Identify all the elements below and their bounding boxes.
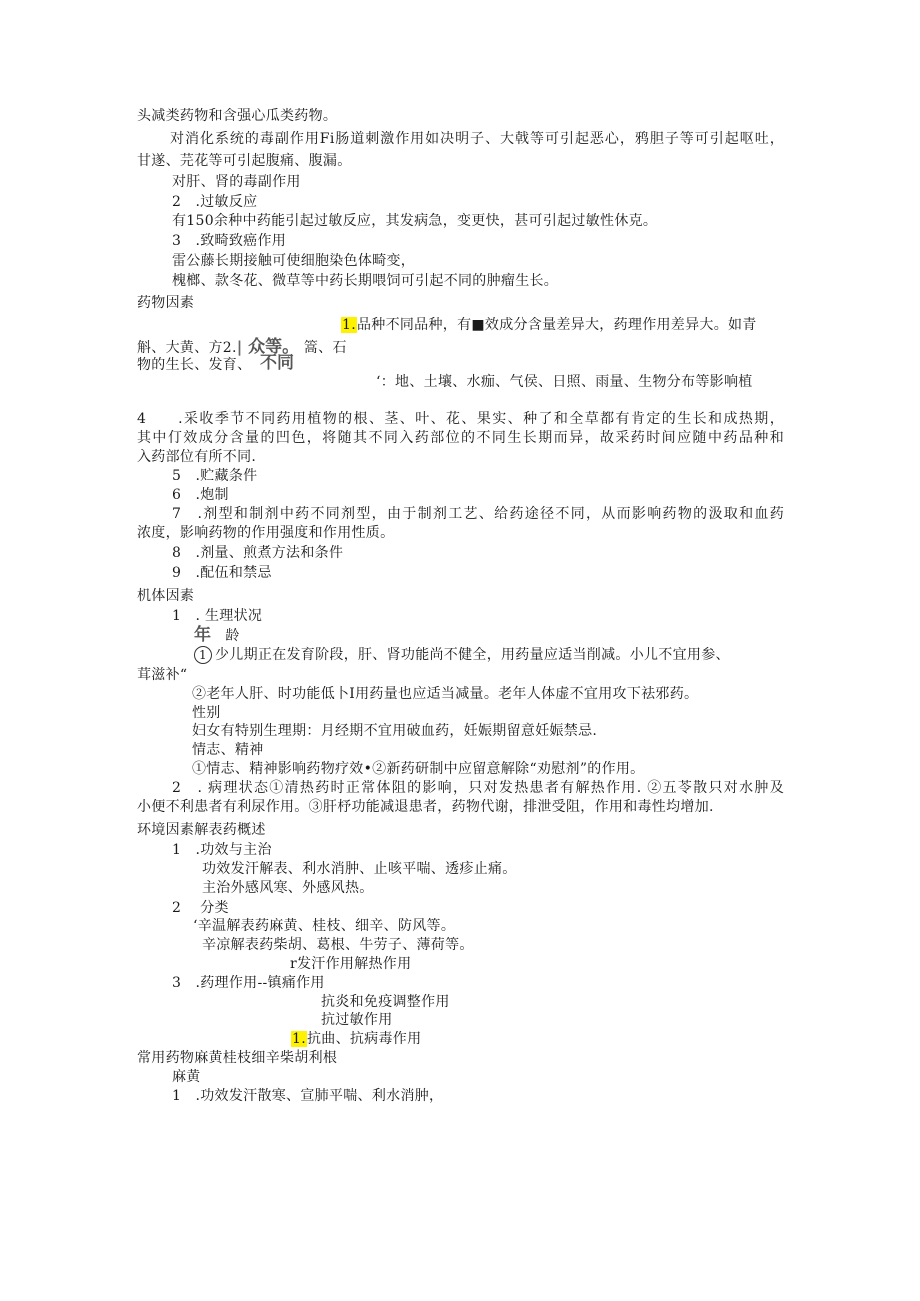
garbled-text: 众等。: [248, 337, 300, 357]
text-span: 斛、大黄、方2.: [137, 340, 237, 356]
section-heading: 5 .贮藏条件: [172, 468, 258, 484]
text-line: 辛凉解表药柴胡、葛根、牛劳子、薄荷等。: [202, 937, 474, 953]
section-heading: 1 . 生理状况: [172, 608, 263, 624]
text-line: 2 . 病理状态①清热药时正常体阻的影响，只对发热患者有解热作用. ②五苓散只对水肿及: [172, 780, 784, 796]
section-heading: 2 .过敏反应: [172, 194, 258, 210]
text-line: 功效发汗解表、利水消肿、止咳平喘、透疹止痛。: [202, 861, 517, 877]
text-line: 其中仃效成分含量的凹色，将随其不同入药部位的不同生长期而异，故采药时间应随中药品种和: [137, 430, 784, 446]
text-line: 对消化系统的毒副作用Fi肠道刺激作用如决明子、大戟等可引起恶心，鸦胆子等可引起呕吐，: [170, 131, 784, 147]
text-span: 物的生长、发育、: [137, 357, 252, 373]
circled-number: 1: [194, 646, 212, 664]
text-line: 有150余种中药能引起过敏反应，其发病急，变更快，甚可引起过敏性休克。: [172, 213, 658, 229]
text-line: ①情志、精神影响药物疗效•②新药研制中应留意解除“劝慰剂”的作用。: [192, 761, 645, 777]
section-heading: 环境因素解表药概述: [137, 822, 266, 838]
text-line: [291, 1030, 421, 1048]
text-line: [194, 646, 730, 664]
text-line: 雷公藤长期接触可使细胞染色体畸变，: [172, 253, 416, 269]
text-line: 抗炎和免疫调整作用: [321, 994, 450, 1010]
section-heading: 药物因素: [137, 295, 195, 311]
text-line: ‘辛温解表药麻黄、桂枝、细辛、防风等。: [193, 918, 456, 934]
text-line: 甘遂、芫花等可引起腹痛、腹漏。: [137, 153, 352, 169]
text-line: ‘：地、土壤、水痂、气侯、日照、雨量、生物分布等影响植: [376, 374, 753, 390]
section-heading: 9 .配伍和禁忌: [172, 565, 272, 581]
text-line: 4 .采收季节不同药用植物的根、茎、叶、花、果实、种了和全草都有肯定的生长和成热期，: [137, 411, 784, 427]
text-line: 主治外感风寒、外感风热。: [202, 880, 374, 896]
section-heading: 8 .剂量、煎煮方法和条件: [172, 545, 344, 561]
text-line: [341, 316, 757, 334]
highlight-mark: 1.: [342, 317, 356, 333]
text-line: r发汗作用解热作用: [290, 956, 412, 972]
text-line: 浓度，影响药物的作用强度和作用性质。: [137, 525, 395, 541]
section-heading: 2 分类: [172, 900, 229, 916]
garbled-text: 不同: [260, 353, 294, 373]
highlight-mark: 1.: [292, 1031, 306, 1047]
text-line: ②老年人肝、时功能低卜I用药量也应适当减量。老年人体虚不宜用攻下祛邪药。: [192, 686, 699, 702]
section-heading: 3 .药理作用--镇痛作用: [172, 975, 325, 991]
text-line: 小便不利患者有利尿作用。③肝杼功能减退患者，药物代谢，排泄受阻，作用和毒性均增加.: [137, 799, 714, 815]
text-span: 抗曲、抗病毒作用: [306, 1031, 422, 1047]
text-span: 少儿期正在发育阶段，肝、肾功能尚不健全，用药量应适当削减。小儿不宜用参、: [215, 647, 730, 663]
text-line: 抗过敏作用: [321, 1012, 393, 1028]
section-heading: 机体因素: [137, 588, 195, 604]
text-line: 头减类药物和含强心瓜类药物。: [137, 108, 338, 124]
section-heading: 性别: [192, 705, 221, 721]
text-line: 7 .剂型和制剂中药不同剂型，由于制剂工艺、给药途径不同，从而影响药物的汲取和血药: [172, 506, 784, 522]
garbled-glyph: |: [236, 338, 249, 356]
text-line: 槐榔、款冬花、微草等中药长期喂饲可引起不同的肿瘤生长。: [172, 273, 559, 289]
garbled-text: 年: [194, 625, 211, 645]
section-heading: 6 .炮制: [172, 487, 229, 503]
text-line: [194, 626, 240, 645]
text-line: 妇女有特别生理期：月经期不宜用破血药，妊娠期留意妊娠禁忌.: [192, 723, 598, 739]
text-span: 龄: [225, 628, 240, 644]
section-heading: 情志、精神: [192, 742, 264, 758]
text-span: 品种不同品种，有■效成分含量差异大，药理作用差异大。如青: [356, 317, 757, 333]
section-heading: 3 .致畸致癌作用: [172, 233, 287, 249]
text-line: 1 .功效发汗散寒、宣肺平喘、利水消肿，: [172, 1088, 444, 1104]
text-line: [137, 356, 251, 374]
text-line: 入药部位有所不同.: [137, 449, 257, 465]
section-heading: 1 .功效与主治: [172, 842, 272, 858]
section-heading: 麻黄: [172, 1069, 201, 1085]
text-line: [137, 338, 347, 357]
section-heading: 常用药物麻黄桂枝细辛柴胡利根: [137, 1050, 338, 1066]
text-span: 篙、石: [303, 340, 347, 356]
section-heading: 对肝、肾的毒副作用: [172, 174, 301, 190]
text-line: 茸滋补“: [137, 667, 188, 683]
